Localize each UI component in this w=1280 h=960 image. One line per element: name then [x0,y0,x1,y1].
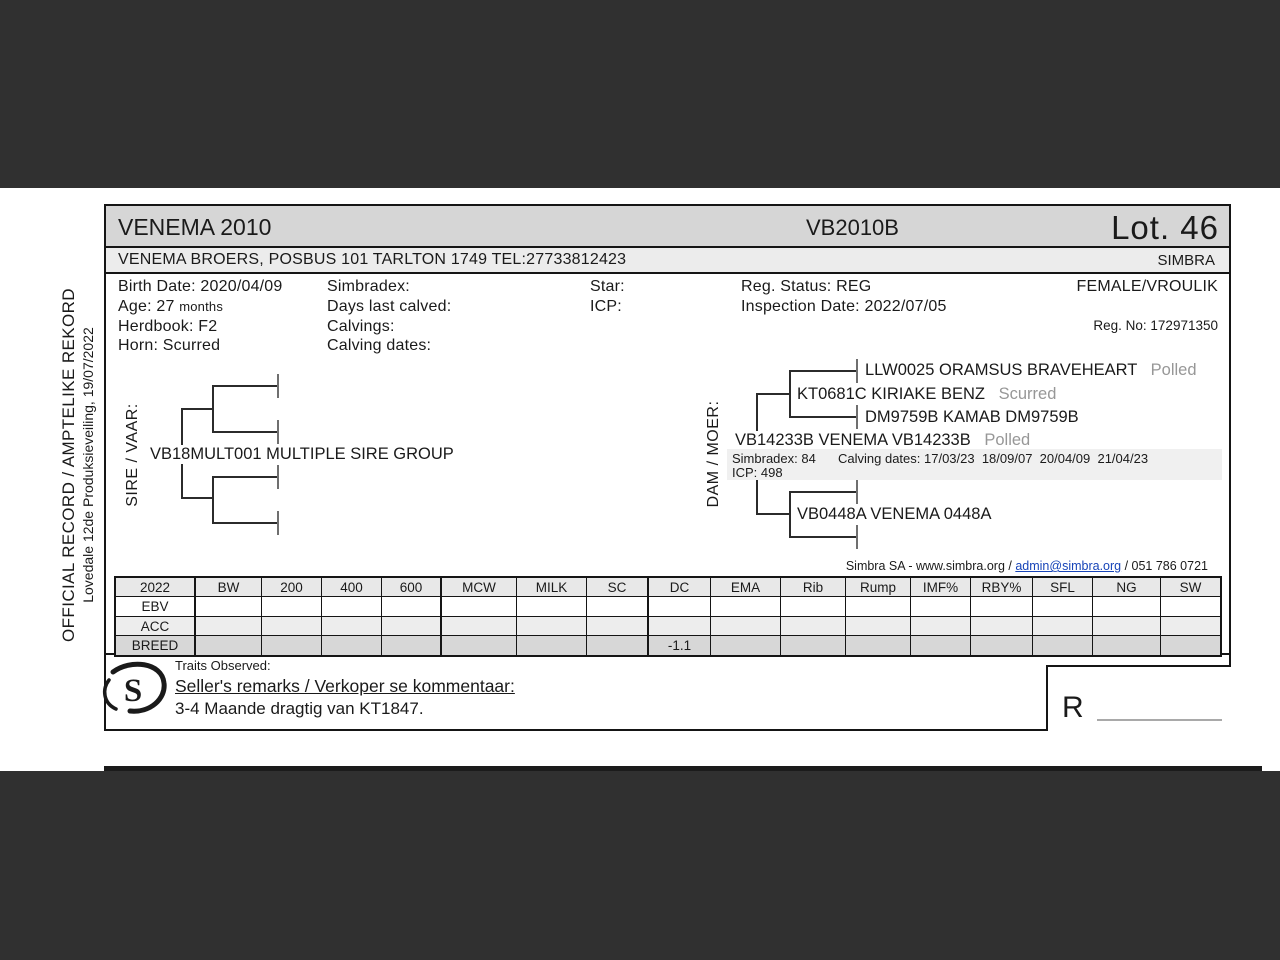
ebv-table-column-header: SC [587,578,649,597]
dam-sire-dam-name: DM9759B KAMAB DM9759B [865,408,1079,426]
sire-section-label: SIRE / VAAR: [124,403,141,507]
ebv-table-cell [971,597,1033,617]
sire-bracket-line [212,476,278,478]
ebv-table-cell [711,636,781,655]
ebv-table-cell [846,597,911,617]
sire-bracket-line [212,385,278,387]
birth-date-field: Birth Date: 2020/04/09 [118,278,283,295]
admin-email-link[interactable]: admin@simbra.org [1015,559,1122,573]
age-field [118,298,223,316]
ebv-table-column-header: Rump [846,578,911,597]
ebv-table-column-header: EMA [711,578,781,597]
ebv-table-column-header: DC [649,578,711,597]
ebv-table-cell [1161,617,1220,636]
ebv-table-cell [262,636,322,655]
ebv-table [114,576,1222,657]
dam-bracket-line [789,491,857,493]
ebv-table-cell [1093,597,1161,617]
contact-suffix: / 051 786 0721 [1121,559,1208,573]
simbra-s-logo-icon [100,661,170,717]
address-bar [104,246,1231,274]
ebv-table-cell [587,617,649,636]
remarks-bottom-border [104,729,1048,731]
dam-dam-name: VB0448A VENEMA 0448A [797,505,992,523]
ebv-table-cell [1033,617,1093,636]
traits-observed-label: Traits Observed: [175,658,271,673]
dam-bracket-line [789,370,791,418]
ebv-table-column-header: SW [1161,578,1220,597]
unknown-ancestor-tick [277,465,279,489]
ebv-table-cell [196,597,262,617]
sire-bracket-line [212,476,214,524]
ebv-table-cell [711,597,781,617]
ebv-table-cell [517,617,587,636]
ebv-table-cell [1161,636,1220,655]
logo-letter: S [123,673,143,709]
dam-sire-sire-name [865,361,1197,380]
ebv-table-cell [382,636,442,655]
horn-field: Horn: Scurred [118,337,221,354]
official-record-vertical-label: OFFICIAL RECORD / AMPTELIKE REKORD [59,288,78,642]
ebv-table-year-header: 2022 [116,578,196,597]
ebv-table-cell [1033,597,1093,617]
ebv-table-row-label: BREED [116,636,196,655]
top-letterbox-band [0,0,1280,188]
ebv-table-cell [322,636,382,655]
ebv-table-cell [262,617,322,636]
dam-simbradex: Simbradex: 84 [732,451,816,466]
herd-name: VENEMA 2010 [118,214,272,240]
ebv-table-column-header: RBY% [971,578,1033,597]
ebv-table-row-label: ACC [116,617,196,636]
ebv-table-column-header: SFL [1033,578,1093,597]
unknown-ancestor-tick [856,525,858,549]
ebv-table-column-header: IMF% [911,578,971,597]
unknown-ancestor-tick [856,405,858,429]
unknown-ancestor-tick [277,374,279,398]
sire-bracket-line [181,497,214,499]
dam-sire-name [797,385,1056,404]
ebv-table-cell [382,617,442,636]
icp-field: ICP: [590,298,622,315]
ebv-table-cell [846,636,911,655]
star-field: Star: [590,278,625,295]
reg-status-field: Reg. Status: REG [741,278,872,295]
ebv-table-cell [1033,636,1093,655]
horn-status: Scurred [998,385,1057,403]
age-value: Age: 27 [118,298,175,315]
dam-bracket-line [789,491,791,538]
ebv-table-cell [262,597,322,617]
ebv-table-cell [517,597,587,617]
inspection-date-field: Inspection Date: 2022/07/05 [741,298,947,315]
unknown-ancestor-tick [277,420,279,444]
dam-bracket-line [789,416,857,418]
reg-no-label: Reg. No: 172971350 [1093,318,1218,333]
ebv-table-cell [517,636,587,655]
ebv-table-cell [196,636,262,655]
ebv-table-cell [781,617,846,636]
animal-name: VB14233B VENEMA VB14233B [735,431,971,449]
animal-id: VB2010B [806,215,899,240]
sire-bracket-line [212,385,214,433]
bottom-letterbox-band [0,771,1280,960]
ebv-table-cell [587,597,649,617]
contact-prefix: Simbra SA - www.simbra.org / [845,559,1016,573]
ebv-table-column-header: MILK [517,578,587,597]
breed-society: SIMBRA [1157,252,1215,269]
price-currency-symbol: R [1062,691,1084,724]
ebv-table-column-header: BW [196,578,262,597]
sellers-remarks-text: 3-4 Maande dragtig van KT1847. [175,699,424,718]
simbradex-field: Simbradex: [327,278,410,295]
ebv-table-cell [971,617,1033,636]
animal-name: KT0681C KIRIAKE BENZ [797,385,985,403]
ebv-table-cell [711,617,781,636]
ebv-table-cell [587,636,649,655]
ebv-table-cell [1093,617,1161,636]
dam-stats-strip [727,449,1222,480]
society-contact-line [727,559,1208,573]
ebv-table-cell [442,597,517,617]
ebv-table-cell [196,617,262,636]
ebv-table-cell [322,597,382,617]
age-unit: months [179,299,224,314]
title-bar [104,204,1231,248]
ebv-table-column-header: 400 [322,578,382,597]
ebv-table-cell [971,636,1033,655]
ebv-table-cell [649,617,711,636]
sire-bracket-line [212,522,278,524]
lot-number: Lot. 46 [1111,209,1219,246]
ebv-table-cell [382,597,442,617]
unknown-ancestor-tick [856,480,858,504]
ebv-table-cell [1093,636,1161,655]
dam-calving-dates: Calving dates: 17/03/23 18/09/07 20/04/09 21/04/23 [838,451,1149,466]
ebv-table-cell [846,617,911,636]
sire-bracket-line [181,408,214,410]
sale-event-vertical-label: Lovedale 12de Produksieveiling, 19/07/2022 [80,327,96,603]
ebv-table-cell [781,636,846,655]
dam-bracket-line [789,536,857,538]
ebv-table-cell [442,636,517,655]
ebv-table-row-label: EBV [116,597,196,617]
dam-bracket-line [756,393,790,395]
ebv-table-column-header: 600 [382,578,442,597]
unknown-ancestor-tick [277,511,279,535]
ebv-table-column-header: MCW [442,578,517,597]
owner-address: VENEMA BROERS, POSBUS 101 TARLTON 1749 TEL:27733812423 [118,251,627,268]
dam-section-label: DAM / MOER: [705,400,722,508]
sellers-remarks-heading: Seller's remarks / Verkoper se kommentaar: [175,676,515,696]
ebv-table-cell [781,597,846,617]
ebv-table-cell: -1.1 [649,636,711,655]
ebv-table-column-header: Rib [781,578,846,597]
ebv-table-column-header: NG [1093,578,1161,597]
sex-label: FEMALE/VROULIK [1076,278,1218,295]
ebv-table-column-header: 200 [262,578,322,597]
ebv-table-cell [911,597,971,617]
price-write-in-line[interactable] [1097,719,1222,721]
sire-bracket-line [212,431,278,433]
horn-status: Polled [984,431,1031,449]
ebv-table-cell [911,617,971,636]
card-bottom-step-border [1046,665,1231,667]
dam-bracket-line [756,513,790,515]
unknown-ancestor-tick [856,359,858,383]
remarks-right-border [1046,665,1048,731]
dam-bracket-line [789,370,857,372]
ebv-table-cell [911,636,971,655]
card-right-border [1229,272,1231,667]
dam-name [735,431,1035,450]
ebv-table-cell [322,617,382,636]
horn-status: Polled [1150,361,1197,379]
ebv-table-cell [1161,597,1220,617]
ebv-table-cell [442,617,517,636]
ebv-table-cell [649,597,711,617]
calvings-field: Calvings: [327,318,395,335]
dam-icp: ICP: 498 [732,465,783,480]
sire-name: VB18MULT001 MULTIPLE SIRE GROUP [150,445,459,464]
herdbook-field: Herdbook: F2 [118,318,218,335]
calving-dates-field: Calving dates: [327,337,432,354]
days-last-calved-field: Days last calved: [327,298,452,315]
animal-name: LLW0025 ORAMSUS BRAVEHEART [865,361,1138,379]
